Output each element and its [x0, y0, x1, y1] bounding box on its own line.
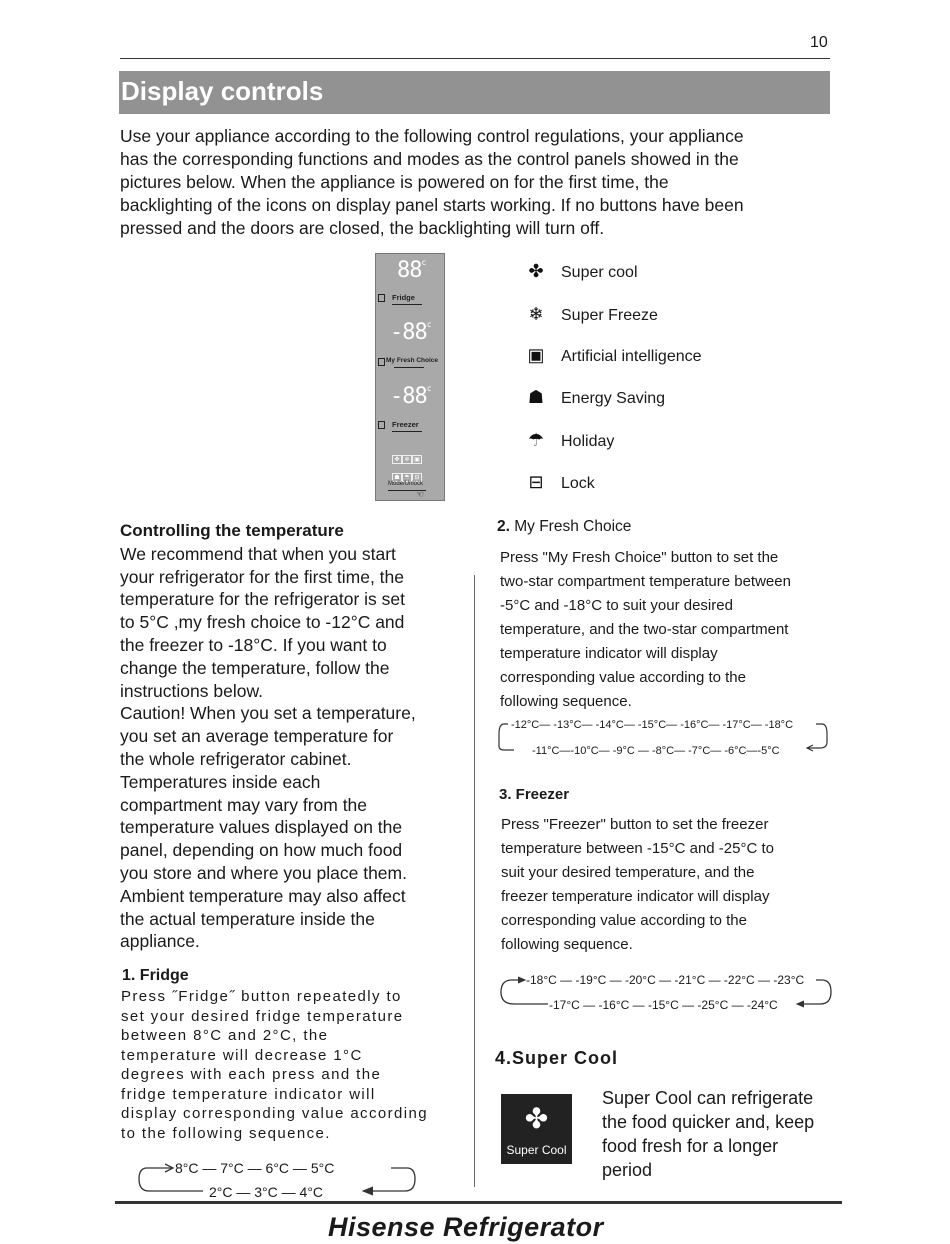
body-line: you set an average temperature for — [120, 726, 394, 747]
unit-mark: c — [421, 258, 426, 267]
column-divider — [474, 575, 475, 1187]
legend-label: Energy Saving — [561, 390, 666, 407]
fan-icon: ✤ — [528, 261, 544, 281]
freezer-underline — [392, 431, 422, 432]
legend-label: Super Freeze — [561, 307, 658, 324]
body-line: instructions below. — [120, 680, 263, 701]
freezer-paragraph — [501, 813, 774, 957]
body-line: the whole refrigerator cabinet. — [120, 748, 352, 769]
snowflake-icon: ❄ — [528, 304, 544, 324]
body-line: the actual temperature inside the — [120, 908, 375, 929]
myfresh-line: -5°C and -18°C to suit your desired — [500, 597, 733, 614]
intro-line: backlighting of the icons on display panel starts working. If no buttons have been — [120, 195, 744, 215]
body-line: panel, depending on how much food — [120, 840, 403, 861]
body-line: you store and where you place them. — [120, 862, 407, 883]
snowflake-icon: ❄ — [402, 455, 412, 464]
fridge-sequence-top: 8°C — 7°C — 6°C — 5°C — [175, 1160, 335, 1176]
supercool-line: food fresh for a longer — [602, 1136, 779, 1156]
unit-mark: c — [426, 320, 431, 329]
legend-item — [525, 387, 665, 408]
control-panel-image — [375, 253, 445, 501]
body-line: to 5°C ,my fresh choice to -12°C and — [120, 612, 405, 633]
fridge-icon — [378, 294, 385, 302]
legend-label: Super cool — [561, 264, 638, 281]
myfresh-number: 2. — [497, 518, 510, 535]
fridge-label: Fridge — [392, 293, 415, 302]
controlling-heading: Controlling the temperature — [120, 521, 344, 540]
body-line: Caution! When you set a temperature, — [120, 703, 416, 724]
freezer-sequence-bottom: -17°C — -16°C — -15°C — -25°C — -24°C — [549, 998, 778, 1012]
body-line: Temperatures inside each — [120, 771, 321, 792]
myfresh-sequence-bottom: -11°C—-10°C— -9°C — -8°C— -7°C— -6°C—-5°C — [532, 745, 780, 757]
supercool-line: the food quicker and, keep — [602, 1112, 815, 1132]
freezer-display — [390, 384, 431, 409]
freezer-line: suit your desired temperature, and the — [501, 864, 755, 881]
freezer-sequence-top: -18°C — -19°C — -20°C — -21°C — -22°C — -23°C — [526, 973, 805, 987]
intro-paragraph — [120, 125, 830, 240]
freezer-heading: 3. Freezer — [499, 786, 570, 803]
holiday-icon: ☂ — [527, 430, 545, 450]
footer-brand: Hisense Refrigerator — [328, 1212, 604, 1242]
footer-divider — [115, 1201, 842, 1204]
freezer-line: freezer temperature indicator will display — [501, 888, 770, 905]
fan-icon: ✤ — [524, 1103, 549, 1134]
myfresh-label: My Fresh Choice — [386, 357, 439, 364]
legend-item — [525, 261, 638, 282]
legend-item — [525, 345, 702, 366]
fridge-line: set your desired fridge temperature — [121, 1007, 404, 1025]
top-divider — [120, 58, 830, 59]
fridge-underline — [392, 304, 422, 305]
supercool-paragraph — [602, 1086, 814, 1182]
myfresh-line: Press "My Fresh Choice" button to set the — [500, 549, 779, 566]
myfresh-title: My Fresh Choice — [514, 518, 632, 535]
myfresh-sequence-top: -12°C— -13°C— -14°C— -15°C— -16°C— -17°C— -18°C — [511, 719, 794, 731]
bulb-icon: ☗ — [392, 473, 402, 482]
legend-label: Artificial intelligence — [561, 348, 702, 365]
fridge-line: display corresponding value according — [121, 1105, 428, 1122]
intro-line: pressed and the doors are closed, the backlighting will turn off. — [120, 218, 605, 238]
body-line: We recommend that when you start — [120, 543, 396, 564]
myfresh-line: following sequence. — [500, 693, 632, 710]
fridge-line: degrees with each press and the — [121, 1066, 382, 1083]
legend-item — [525, 304, 658, 325]
unit-mark: c — [426, 384, 431, 393]
myfresh-heading — [497, 515, 631, 539]
body-line: your refrigerator for the first time, the — [120, 566, 404, 587]
ai-icon: ▣ — [412, 455, 422, 464]
fridge-line: to the following sequence. — [121, 1124, 331, 1142]
legend-label: Holiday — [561, 433, 615, 450]
body-line: compartment may vary from the — [120, 794, 368, 815]
body-line: change the temperature, follow the — [120, 657, 390, 678]
myfresh-underline — [394, 367, 424, 368]
intro-line: Use your appliance according to the following control regulations, your appliance — [120, 126, 744, 146]
controlling-temperature-section — [120, 520, 460, 953]
freezer-line: Press "Freezer" button to set the freezer — [501, 816, 769, 833]
myfresh-line: two-star compartment temperature between — [500, 573, 791, 590]
fridge-heading: 1. Fridge — [122, 967, 189, 984]
fridge-line: Press ˝Fridge˝ button repeatedly to — [121, 988, 402, 1005]
supercool-heading: 4.Super Cool — [495, 1048, 619, 1068]
holiday-icon: ☂ — [402, 473, 412, 482]
freezer-label: Freezer — [392, 420, 419, 429]
myfresh-display — [390, 320, 431, 345]
myfresh-paragraph — [500, 546, 791, 714]
legend-item — [525, 472, 595, 493]
fridge-display — [397, 258, 425, 283]
touch-hand-icon: ☜ — [416, 489, 425, 499]
freezer-icon — [378, 421, 385, 429]
body-line: appliance. — [120, 931, 200, 952]
mode-unlock-label: Mode/Unlock — [388, 481, 424, 487]
lock-icon: ⊟ — [412, 473, 422, 482]
section-title: Display controls — [121, 76, 324, 106]
body-line: Ambient temperature may also affect — [120, 885, 406, 906]
fridge-line: temperature will decrease 1°C — [121, 1046, 363, 1064]
myfresh-display-digits: -88 — [390, 320, 427, 345]
supercool-button-label: Super Cool — [506, 1143, 567, 1157]
freezer-line: corresponding value according to the — [501, 912, 747, 929]
legend-label: Lock — [561, 475, 595, 492]
ai-icon: ▣ — [527, 345, 545, 365]
page-number: 10 — [810, 34, 828, 51]
supercool-line: Super Cool can refrigerate — [602, 1088, 814, 1108]
intro-line: has the corresponding functions and modes as the control panels showed in the — [120, 149, 739, 169]
fan-icon: ✤ — [392, 455, 402, 464]
myfresh-icon — [378, 358, 385, 366]
panel-icon-grid — [392, 448, 428, 484]
fridge-line: between 8°C and 2°C, the — [121, 1027, 329, 1044]
fridge-line: fridge temperature indicator will — [121, 1085, 376, 1103]
freezer-line: temperature between -15°C and -25°C to — [501, 840, 774, 857]
fridge-sequence-bottom: 2°C — 3°C — 4°C — [209, 1184, 324, 1200]
body-line: the freezer to -18°C. If you want to — [120, 634, 387, 655]
intro-line: pictures below. When the appliance is powered on for the first time, the — [120, 172, 669, 192]
bulb-icon: ☗ — [527, 387, 545, 407]
fridge-display-digits: 88 — [397, 258, 422, 283]
lock-icon: ⊟ — [528, 472, 544, 492]
body-line: temperature for the refrigerator is set — [120, 589, 405, 610]
myfresh-line: corresponding value according to the — [500, 669, 746, 686]
legend-item — [525, 430, 614, 451]
myfresh-line: temperature, and the two-star compartment — [500, 621, 789, 638]
myfresh-line: temperature indicator will display — [500, 645, 718, 662]
body-line: temperature values displayed on the — [120, 817, 403, 838]
supercool-button-image — [501, 1094, 572, 1164]
section-title-bar — [119, 71, 830, 114]
freezer-display-digits: -88 — [390, 384, 427, 409]
supercool-line: period — [602, 1160, 653, 1180]
fridge-paragraph — [121, 987, 428, 1143]
freezer-line: following sequence. — [501, 936, 633, 953]
